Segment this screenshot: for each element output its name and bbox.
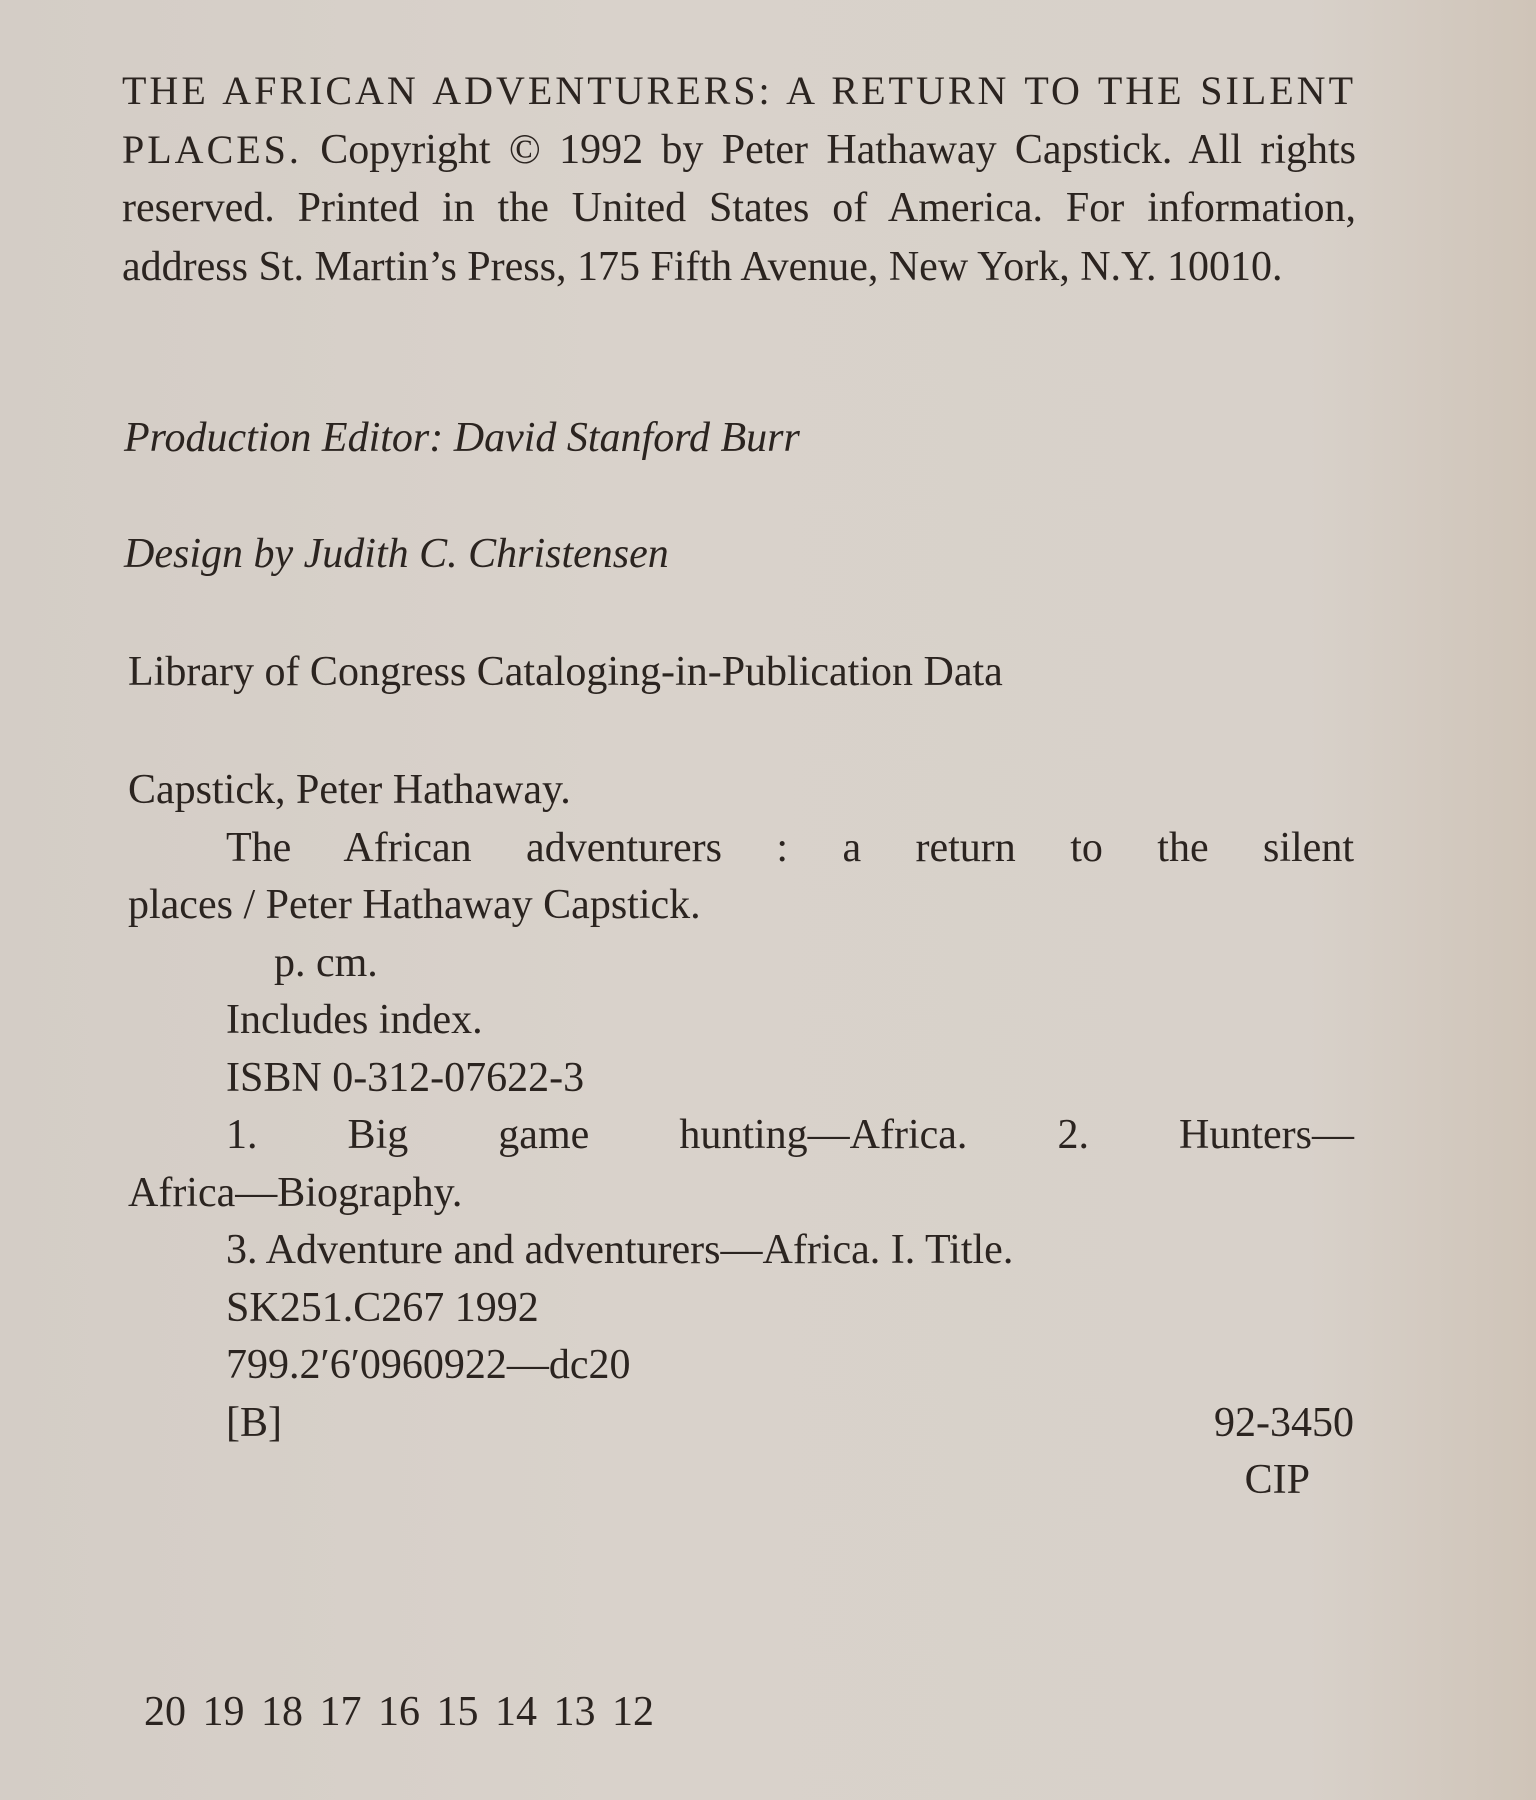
cip-heading: Library of Congress Cataloging-in-Publication Data	[128, 649, 1003, 695]
cip-isbn: ISBN 0-312-07622-3	[226, 1054, 585, 1101]
design-credit: Design by Judith C. Christensen	[124, 531, 669, 577]
copyright-text: Copyright © 1992 by Peter Hathaway Capstick. All rights reserved. Printed in the United States of America. For information, address St. Martin’s Press, 175 Fifth Avenue, New York, N.Y. 10010.	[122, 126, 1356, 290]
cip-mark: CIP	[1244, 1457, 1310, 1503]
copyright-notice	[122, 62, 1356, 296]
cip-pagination: p. cm.	[274, 939, 378, 986]
cip-bracket-row	[128, 1395, 1354, 1453]
cip-dewey: 799.2′6′0960922—dc20	[226, 1342, 631, 1388]
cip-record	[128, 762, 1354, 1510]
printing-line: 20 19 18 17 16 15 14 13 12	[144, 1689, 654, 1735]
cip-author: Capstick, Peter Hathaway.	[128, 767, 571, 813]
cip-subjects-line-2: Africa—Biography.	[128, 1169, 463, 1216]
cip-includes: Includes index.	[226, 997, 483, 1043]
cip-title-line-1: The African adventurers : a return to the silent	[226, 824, 1354, 871]
cip-lccn: 92-3450	[1214, 1399, 1354, 1446]
production-editor-credit: Production Editor: David Stanford Burr	[124, 415, 800, 461]
cip-lc-class: SK251.C267 1992	[226, 1284, 539, 1331]
cip-subjects-line-1: 1. Big game hunting—Africa. 2. Hunters—	[226, 1112, 1354, 1158]
cip-title-line-2: places / Peter Hathaway Capstick.	[128, 882, 701, 928]
cip-subjects-line-3: 3. Adventure and adventurers—Africa. I. Title.	[226, 1227, 1014, 1273]
book-title-smallcaps: THE AFRICAN ADVENTURERS: A RETURN TO THE SILENT PLACES.	[122, 68, 1356, 172]
cip-bracket: [B]	[226, 1399, 282, 1446]
